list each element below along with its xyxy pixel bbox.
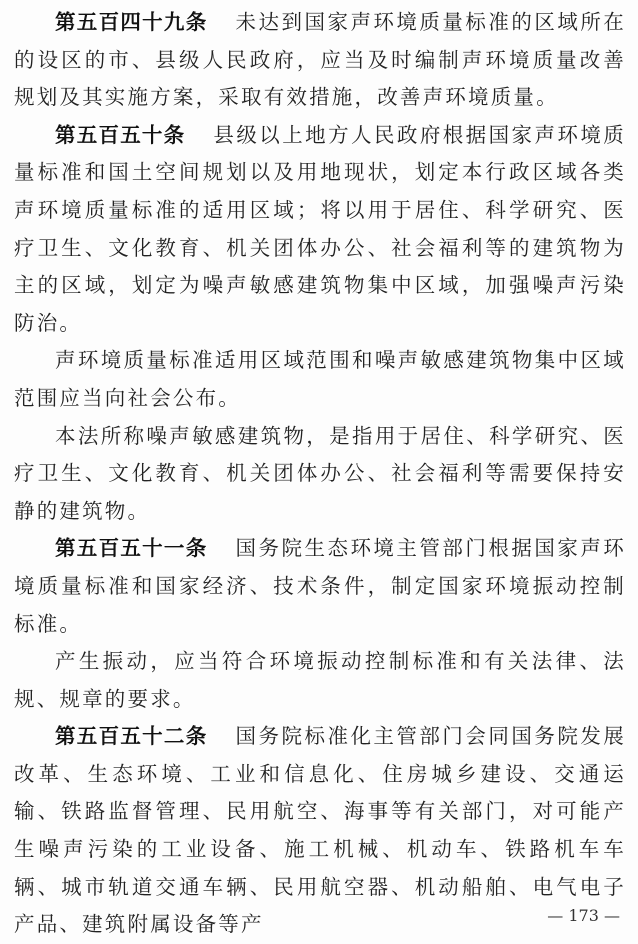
article-number: 第五百五十一条 [55, 536, 208, 561]
paragraph-text: 本法所称噪声敏感建筑物，是指用于居住、科学研究、医疗卫生、文化教育、机关团体办公、社会福利等需要保持安静的建筑物。 [14, 423, 626, 523]
paragraph-text: 声环境质量标准适用区域范围和噪声敏感建筑物集中区域范围应当向社会公布。 [14, 348, 626, 410]
article-number: 第五百四十九条 [55, 10, 208, 34]
article-text: 未达到国家声环境质量标准的区域所在的设区的市、县级人民政府，应当及时编制声环境质量改善规划及其实施方案，采取有效措施，改善声环境质量。 [14, 10, 627, 110]
article-text: 国务院生态环境主管部门根据国家声环境质量标准和国家经济、技术条件，制定国家环境振动控制标准。 [14, 536, 627, 636]
article-number: 第五百五十条 [55, 122, 186, 147]
page-number: — 173 — [547, 906, 620, 925]
paragraph-550-3 [14, 418, 626, 531]
paragraph-550 [14, 117, 626, 343]
article-text: 国务院标准化主管部门会同国务院发展改革、生态环境、工业和信息化、住房城乡建设、交通运输、铁路监督管理、民用航空、海事等有关部门，对可能产生噪声污染的工业设备、施工机械、机动车、铁路机车车辆、城市轨道交通车辆、民用航空器、机动船舶、电气电子产品、建筑附属设备等产 [14, 724, 627, 937]
paragraph-text: 产生振动，应当符合环境振动控制标准和有关法律、法规、规章的要求。 [14, 649, 626, 711]
paragraph-551 [14, 530, 626, 643]
paragraph-549 [14, 4, 626, 117]
document-body [14, 4, 626, 944]
paragraph-550-2 [14, 342, 626, 417]
article-number: 第五百五十二条 [55, 724, 208, 749]
paragraph-551-2 [14, 643, 626, 718]
article-text: 县级以上地方人民政府根据国家声环境质量标准和国土空间规划以及用地现状，划定本行政区域各类声环境质量标准的适用区域；将以用于居住、科学研究、医疗卫生、文化教育、机关团体办公、社会福利等的建筑物为主的区域，划定为噪声敏感建筑物集中区域，加强噪声污染防治。 [14, 122, 626, 335]
